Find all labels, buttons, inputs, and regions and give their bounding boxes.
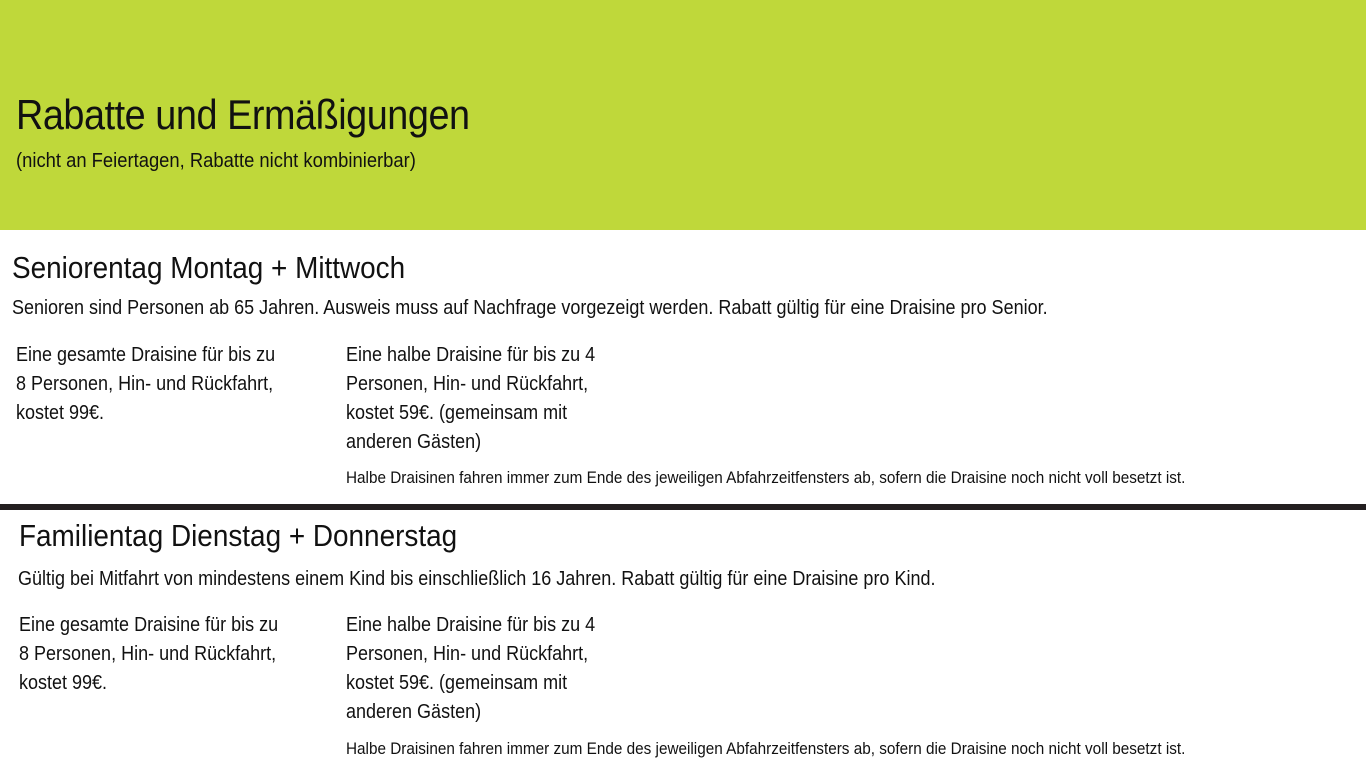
whole-draisine-offer (19, 611, 280, 698)
offer-line: Eine gesamte Draisine für bis zu (19, 614, 279, 636)
offer-line: kostet 99€. (16, 402, 105, 424)
half-draisine-offer (346, 611, 607, 727)
offer-line: 8 Personen, Hin- und Rückfahrt, (16, 373, 274, 395)
senior-day-section (0, 230, 1366, 504)
section-title: Familientag Dienstag + Donnerstag (19, 518, 458, 553)
offer-line: anderen Gästen) (346, 701, 482, 723)
page-subtitle: (nicht an Feiertagen, Rabatte nicht kombinierbar) (16, 150, 416, 172)
offer-line: kostet 59€. (gemeinsam mit (346, 672, 568, 694)
section-description: Senioren sind Personen ab 65 Jahren. Ausweis muss auf Nachfrage vorgezeigt werden. Rabatt gültig für eine Draisine pro Senior. (12, 297, 1048, 319)
half-draisine-offer (346, 341, 607, 457)
offer-line: anderen Gästen) (346, 431, 482, 453)
page-title: Rabatte und Ermäßigungen (16, 91, 470, 138)
offer-line: Eine gesamte Draisine für bis zu (16, 344, 276, 366)
offer-line: kostet 99€. (19, 672, 108, 694)
whole-draisine-offer (16, 341, 277, 428)
half-draisine-note: Halbe Draisinen fahren immer zum Ende des jeweiligen Abfahrzeitfensters ab, sofern die Draisine noch nicht voll besetzt ist. (346, 468, 1186, 487)
offer-line: Personen, Hin- und Rückfahrt, (346, 373, 589, 395)
discounts-header (0, 0, 1366, 230)
offer-line: Eine halbe Draisine für bis zu 4 (346, 614, 596, 636)
offer-line: 8 Personen, Hin- und Rückfahrt, (19, 643, 277, 665)
family-day-section (0, 510, 1366, 768)
offer-line: kostet 59€. (gemeinsam mit (346, 402, 568, 424)
half-draisine-note: Halbe Draisinen fahren immer zum Ende des jeweiligen Abfahrzeitfensters ab, sofern die Draisine noch nicht voll besetzt ist. (346, 739, 1186, 758)
offer-line: Eine halbe Draisine für bis zu 4 (346, 344, 596, 366)
section-description: Gültig bei Mitfahrt von mindestens einem Kind bis einschließlich 16 Jahren. Rabatt gültig für eine Draisine pro Kind. (18, 568, 936, 590)
section-title: Seniorentag Montag + Mittwoch (12, 250, 406, 285)
offer-line: Personen, Hin- und Rückfahrt, (346, 643, 589, 665)
